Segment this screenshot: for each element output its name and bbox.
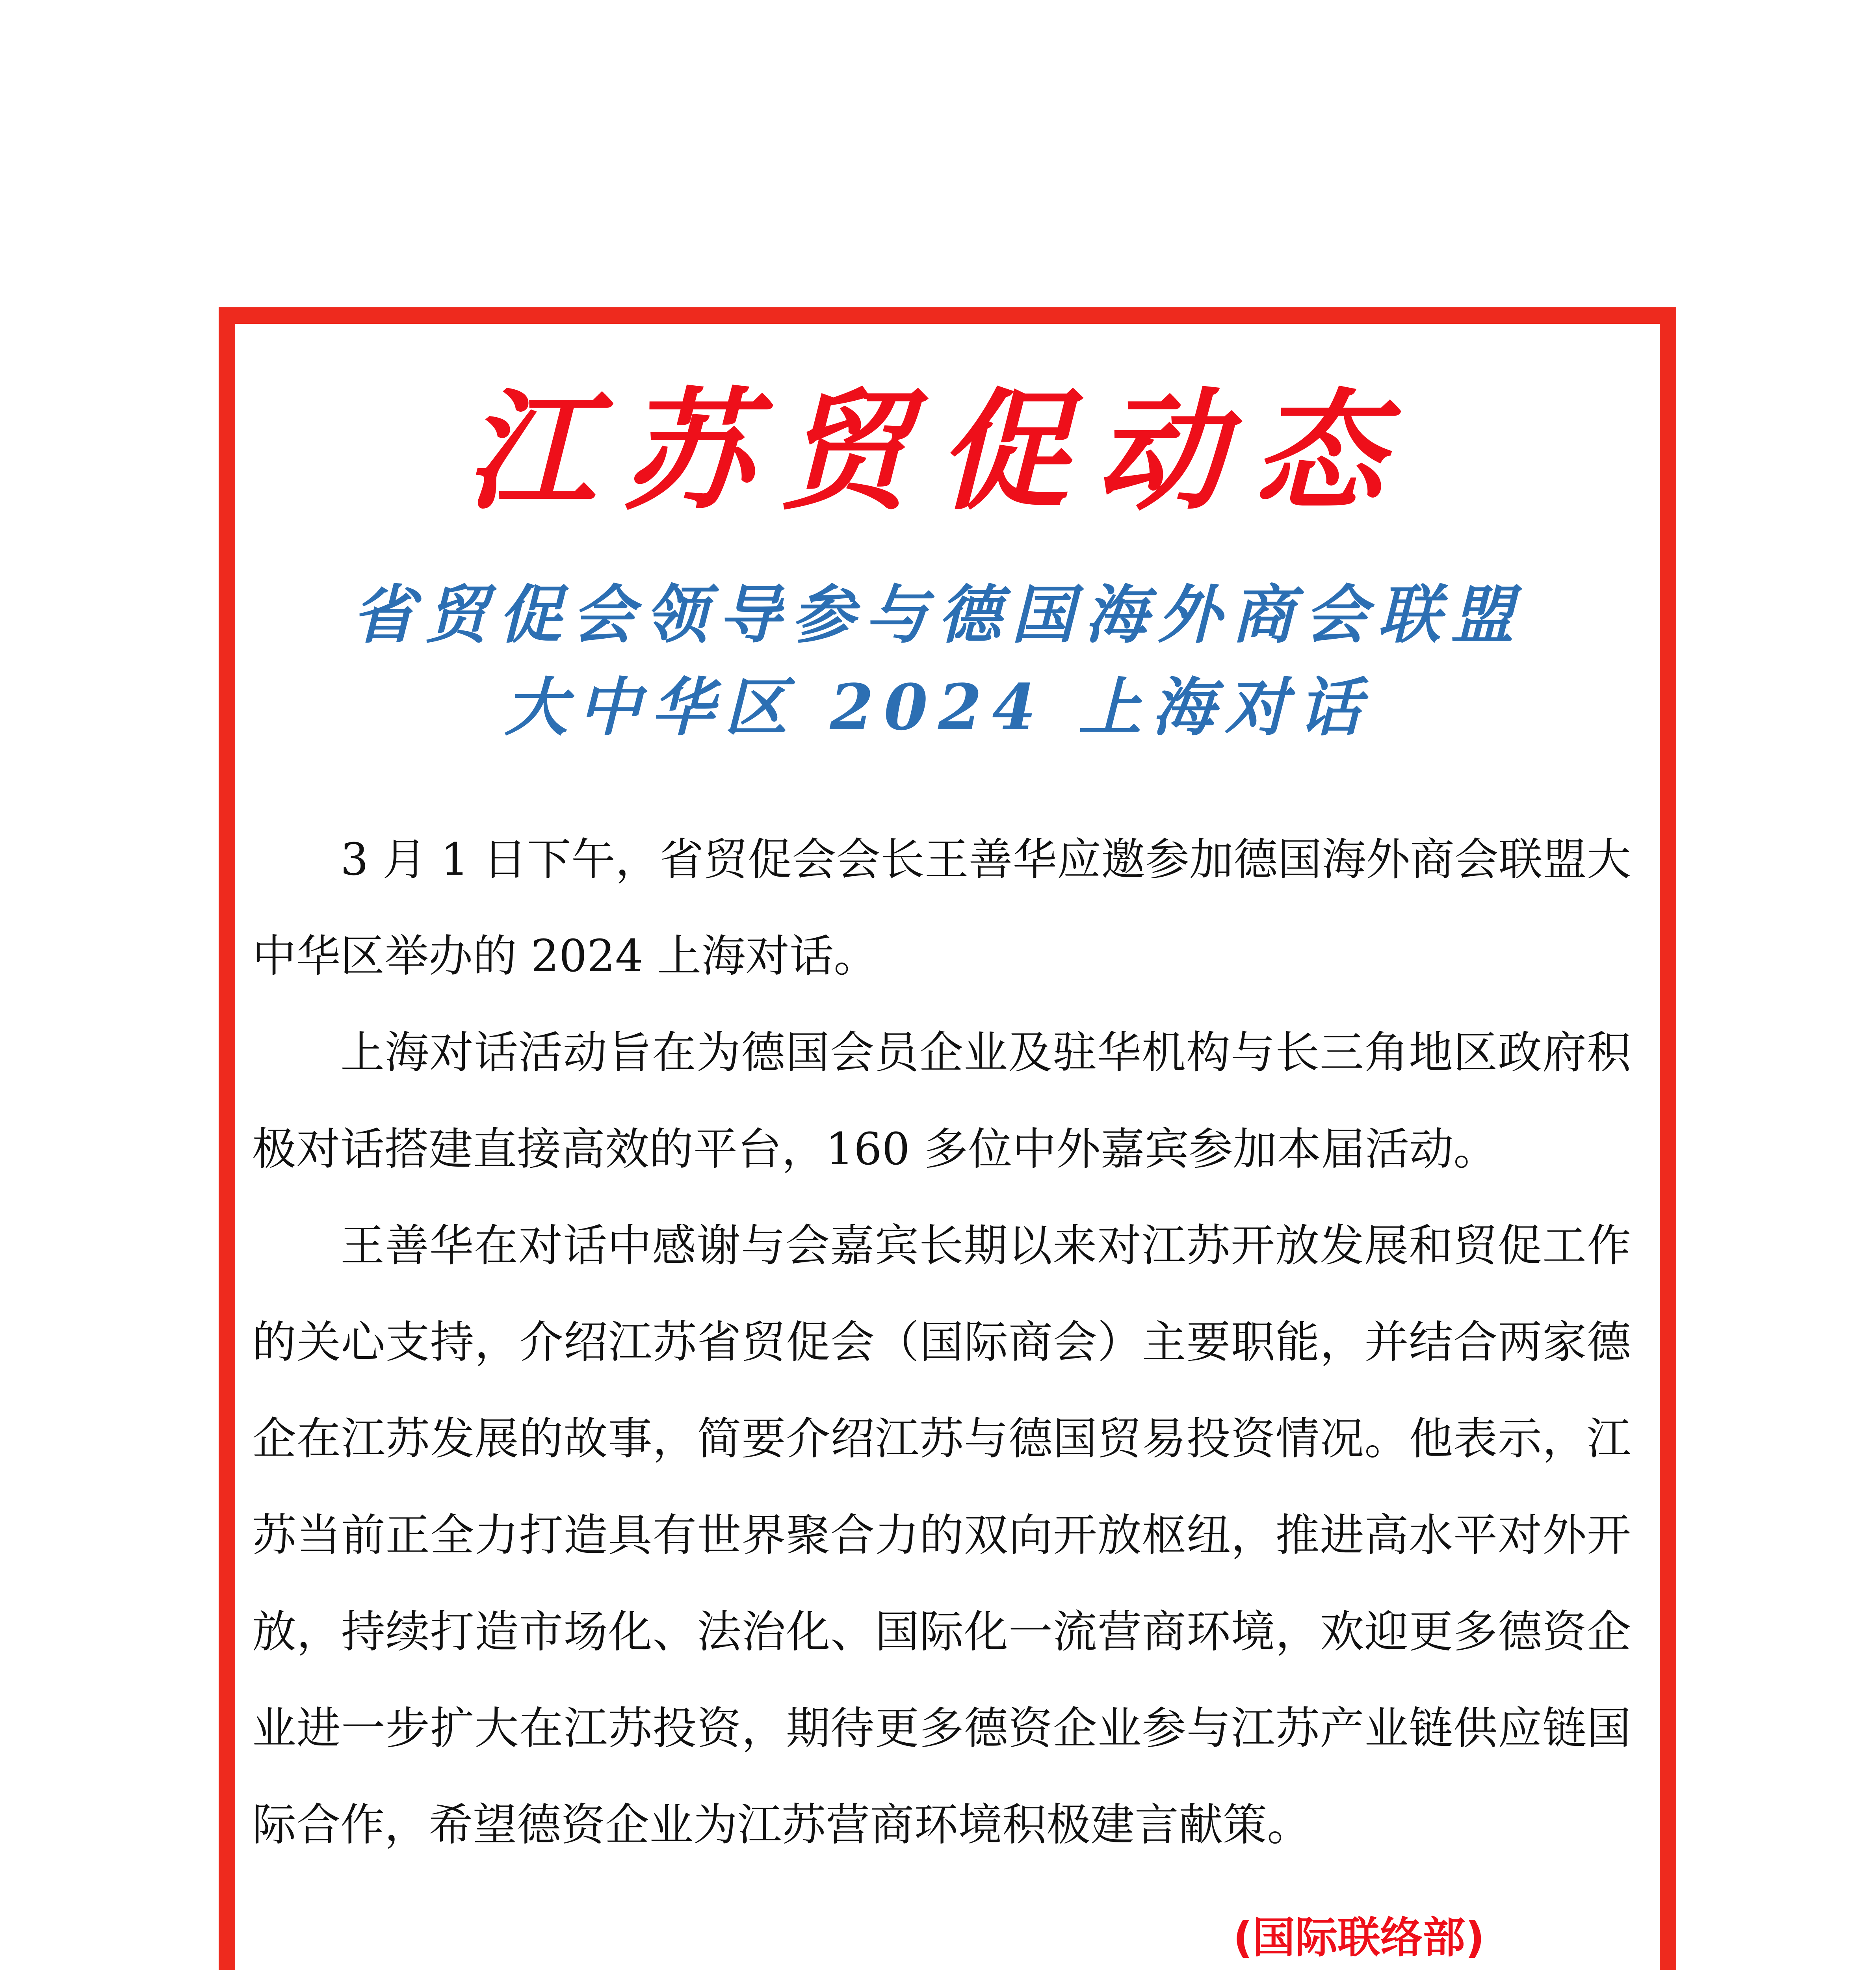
department-signature: (国际联络部) <box>1233 1913 1485 1963</box>
masthead-title: 江苏贸促动态 <box>465 375 1411 528</box>
paragraph-1: 3 月 1 日下午，省贸促会会长王善华应邀参加德国海外商会联盟大中华区举办的 2024 上海对话。 <box>252 834 1631 982</box>
paragraph-3: 王善华在对话中感谢与会嘉宾长期以来对江苏开放发展和贸促工作的关心支持，介绍江苏省贸促会（国际商会）主要职能，并结合两家德企在江苏发展的故事，简要介绍江苏与德国贸易投资情况。他表示，江苏当前正全力打造具有世界聚合力的双向开放枢纽，推进高水平对外开放，持续打造市场化、法治化、国际化一流营商环境，欢迎更多德资企业进一步扩大在江苏投资，期待更多德资企业参与江苏产业链供应链国际合作，希望德资企业为江苏营商环境积极建言献策。 <box>252 1220 1631 1851</box>
article-body <box>252 812 1631 1873</box>
headline-line-1: 省贸促会领导参与德国海外商会联盟 <box>351 578 1524 652</box>
headline-line-2: 大中华区 2024 上海对话 <box>504 670 1372 744</box>
paragraph-2: 上海对话活动旨在为德国会员企业及驻华机构与长三角地区政府积极对话搭建直接高效的平台，160 多位中外嘉宾参加本届活动。 <box>252 1027 1631 1175</box>
